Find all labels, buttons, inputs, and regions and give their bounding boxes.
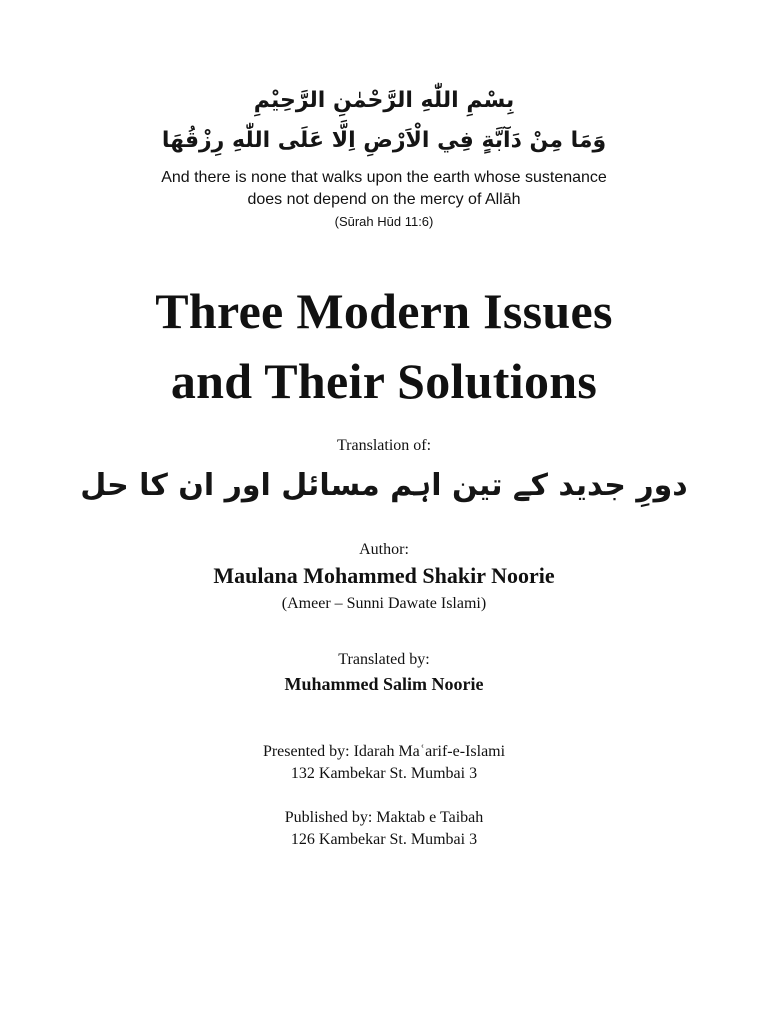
author-role: (Ameer – Sunni Dawate Islami) — [281, 595, 487, 612]
urdu-title: دورِ جدید کے تین اہم مسائل اور ان کا حل — [80, 468, 688, 503]
presenter-address: 132 Kambekar St. Mumbai 3 — [290, 765, 478, 782]
translated-by-label: Translated by: — [338, 651, 430, 668]
verse-translation-line-2: does not depend on the mercy of Allāh — [247, 191, 521, 208]
verse-translation-line-1: And there is none that walks upon the earth whose sustenance — [161, 169, 607, 186]
presented-by-line: Presented by: Idarah Maʿarif-e-Islami — [262, 743, 506, 760]
page-title-line-2: and Their Solutions — [170, 353, 598, 409]
author-label: Author: — [359, 541, 409, 558]
author-name: Maulana Mohammed Shakir Noorie — [213, 563, 555, 588]
translation-label: Translation of: — [336, 437, 432, 454]
bismillah-text: بِسْمِ اللّٰهِ الرَّحْمٰنِ الرَّحِيْمِ — [253, 88, 515, 113]
published-by-line: Published by: Maktab e Taibah — [284, 809, 484, 826]
translator-name: Muhammed Salim Noorie — [284, 674, 484, 694]
publisher-address: 126 Kambekar St. Mumbai 3 — [290, 831, 478, 848]
verse-reference: (Sūrah Hūd 11:6) — [334, 214, 434, 229]
page-title-line-1: Three Modern Issues — [155, 283, 613, 339]
quran-ayah-text: وَمَا مِنْ دَآبَّةٍ فِي الْاَرْضِ اِلَّا عَلَى اللّٰهِ رِزْقُهَا — [161, 128, 607, 153]
